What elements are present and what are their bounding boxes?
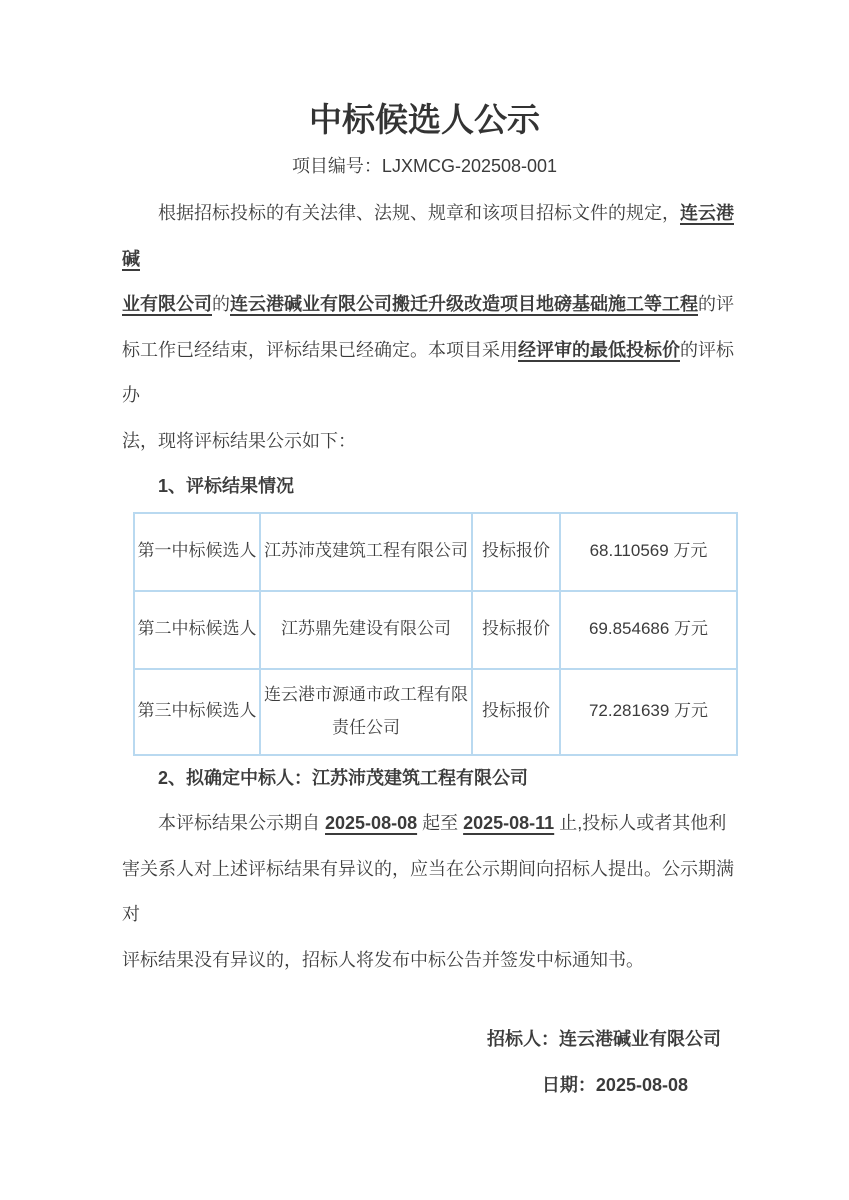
price-label-cell: 投标报价 bbox=[472, 513, 560, 591]
text-segment: 本评标结果公示期自 bbox=[158, 813, 326, 833]
paragraph-line bbox=[122, 419, 737, 465]
text-segment: 标工作已经结束，评标结果已经确定。本项目采用 bbox=[122, 339, 518, 360]
candidate-rank-cell: 第一中标候选人 bbox=[134, 513, 260, 591]
page-title: 中标候选人公示 bbox=[309, 101, 540, 138]
bid-result-table bbox=[133, 512, 738, 756]
paragraph-line bbox=[122, 191, 737, 282]
paragraph-line bbox=[122, 938, 737, 984]
intro-paragraph bbox=[122, 191, 737, 464]
text-segment: 的 bbox=[212, 294, 230, 314]
table-row bbox=[134, 513, 737, 591]
candidate-rank-cell: 第三中标候选人 bbox=[134, 669, 260, 755]
text-segment: 害关系人对上述评标结果有异议的，应当在公示期间向招标人提出。公示期满对 bbox=[122, 858, 734, 924]
tenderer-signature: 招标人：连云港碱业有限公司 bbox=[487, 1029, 721, 1049]
text-segment: 评标结果没有异议的，招标人将发布中标公告并签发中标通知书。 bbox=[122, 949, 644, 970]
text-segment: 的评 bbox=[698, 294, 734, 314]
candidate-rank-cell: 第二中标候选人 bbox=[134, 591, 260, 669]
emphasized-text: 连云港碱 bbox=[122, 203, 734, 269]
text-segment: 起至 bbox=[417, 813, 464, 833]
signature-date: 日期：2025-08-08 bbox=[541, 1074, 688, 1095]
document-body bbox=[122, 191, 737, 1108]
paragraph-line bbox=[122, 801, 737, 847]
candidate-name-cell: 连云港市源通市政工程有限责任公司 bbox=[260, 669, 472, 755]
emphasized-text: 业有限公司 bbox=[122, 294, 212, 314]
price-label-cell: 投标报价 bbox=[472, 591, 560, 669]
table-row bbox=[134, 669, 737, 755]
project-number: 项目编号：LJXMCG-202508-001 bbox=[291, 156, 558, 176]
paragraph-line bbox=[122, 328, 737, 419]
price-value-cell: 69.854686 万元 bbox=[560, 591, 737, 669]
price-value-cell: 72.281639 万元 bbox=[560, 669, 737, 755]
paragraph-line bbox=[122, 282, 737, 328]
section2-heading: 2、拟确定中标人：江苏沛茂建筑工程有限公司 bbox=[158, 767, 529, 788]
paragraph-line bbox=[122, 847, 737, 938]
publicity-start-date: 2025-08-08 bbox=[325, 813, 418, 833]
price-label-cell: 投标报价 bbox=[472, 669, 560, 755]
objection-paragraph bbox=[122, 801, 737, 983]
table-row bbox=[134, 591, 737, 669]
price-value-cell: 68.110569 万元 bbox=[560, 513, 737, 591]
text-segment: 法，现将评标结果公示如下： bbox=[122, 430, 356, 451]
emphasized-text: 经评审的最低投标价 bbox=[518, 339, 680, 360]
text-segment: 的评标办 bbox=[122, 339, 734, 405]
publicity-end-date: 2025-08-11 bbox=[463, 813, 555, 833]
signature-block bbox=[122, 1017, 737, 1108]
candidate-name-cell: 江苏鼎先建设有限公司 bbox=[260, 591, 472, 669]
text-segment: 止,投标人或者其他利 bbox=[554, 813, 727, 833]
emphasized-text: 连云港碱业有限公司搬迁升级改造项目地磅基础施工等工程 bbox=[230, 294, 698, 314]
text-segment: 根据招标投标的有关法律、法规、规章和该项目招标文件的规定， bbox=[158, 203, 680, 223]
section1-heading: 1、评标结果情况 bbox=[158, 476, 295, 496]
candidate-name-cell: 江苏沛茂建筑工程有限公司 bbox=[260, 513, 472, 591]
